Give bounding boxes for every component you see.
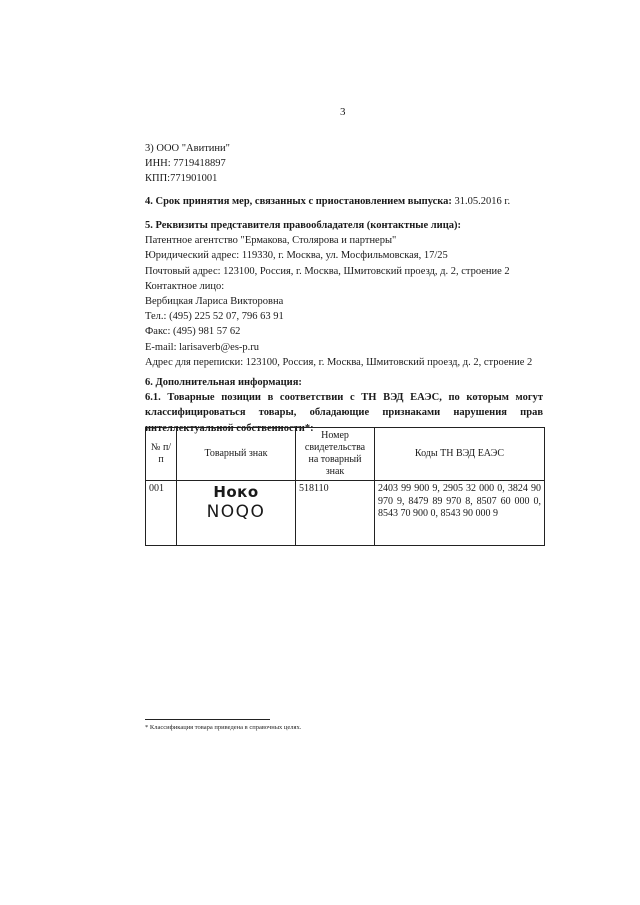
organization-name: 3) ООО "Авитини" bbox=[145, 143, 230, 154]
correspondence-address: Адрес для переписки: 123100, Россия, г. Москва, Шмитовский проезд, д. 2, строение 2 bbox=[145, 356, 533, 368]
cell-certificate: 518110 bbox=[296, 481, 375, 546]
section-5 bbox=[145, 218, 543, 370]
section-4 bbox=[145, 194, 543, 209]
organization-kpp: КПП:771901001 bbox=[145, 173, 218, 185]
section-4-label: 4. Срок принятия мер, связанных с приостановлением выпуска: bbox=[145, 196, 452, 207]
postal-address: Почтовый адрес: 123100, Россия, г. Москва, Шмитовский проезд, д. 2, строение 2 bbox=[145, 265, 510, 277]
cell-codes: 2403 99 900 9, 2905 32 000 0, 3824 90 970 9, 8479 89 970 8, 8507 60 000 0, 8543 70 900 0, 8543 90 000 9 bbox=[375, 481, 545, 546]
footnote-divider bbox=[145, 719, 270, 720]
fax: Факс: (495) 981 57 62 bbox=[145, 326, 241, 338]
email: E-mail: larisaverb@es-p.ru bbox=[145, 341, 260, 353]
trademark-logo-cyrillic: Ноко bbox=[213, 483, 259, 501]
cell-num: 001 bbox=[146, 481, 177, 546]
header-codes: Коды ТН ВЭД ЕАЭС bbox=[375, 428, 545, 481]
header-num: № п/п bbox=[146, 428, 177, 481]
legal-address: Юридический адрес: 119330, г. Москва, ул. Мосфильмовская, 17/25 bbox=[145, 250, 448, 262]
section-4-date: 31.05.2016 г. bbox=[454, 196, 511, 207]
contact-person-label: Контактное лицо: bbox=[145, 280, 225, 292]
organization-inn: ИНН: 7719418897 bbox=[145, 158, 226, 170]
footnote: * Классификация товара приведена в справочных целях. bbox=[145, 724, 302, 731]
cell-trademark bbox=[177, 481, 296, 546]
section-6-heading: 6. Дополнительная информация: bbox=[145, 377, 302, 388]
header-certificate: Номер свидетельства на товарный знак bbox=[296, 428, 375, 481]
organization-block bbox=[145, 141, 543, 187]
contact-person-name: Вербицкая Лариса Викторовна bbox=[145, 296, 284, 308]
trademark-table bbox=[145, 427, 545, 546]
table-header-row bbox=[146, 428, 545, 481]
phone: Тел.: (495) 225 52 07, 796 63 91 bbox=[145, 311, 284, 323]
agency-name: Патентное агентство "Ермакова, Столярова и партнеры" bbox=[145, 235, 397, 247]
section-6-1-heading: 6.1. Товарные позиции в соответствии с ТН ВЭД ЕАЭС, по которым могут классифицироваться товары, обладающие признаками нарушения прав интеллектуальной собственности*: bbox=[145, 392, 543, 434]
section-4-line bbox=[145, 194, 543, 209]
page-number: 3 bbox=[340, 106, 346, 118]
section-5-heading: 5. Реквизиты представителя правообладателя (контактные лица): bbox=[145, 220, 461, 231]
trademark-logo-latin: NOQO bbox=[206, 502, 266, 522]
table-row bbox=[146, 481, 545, 546]
header-trademark: Товарный знак bbox=[177, 428, 296, 481]
